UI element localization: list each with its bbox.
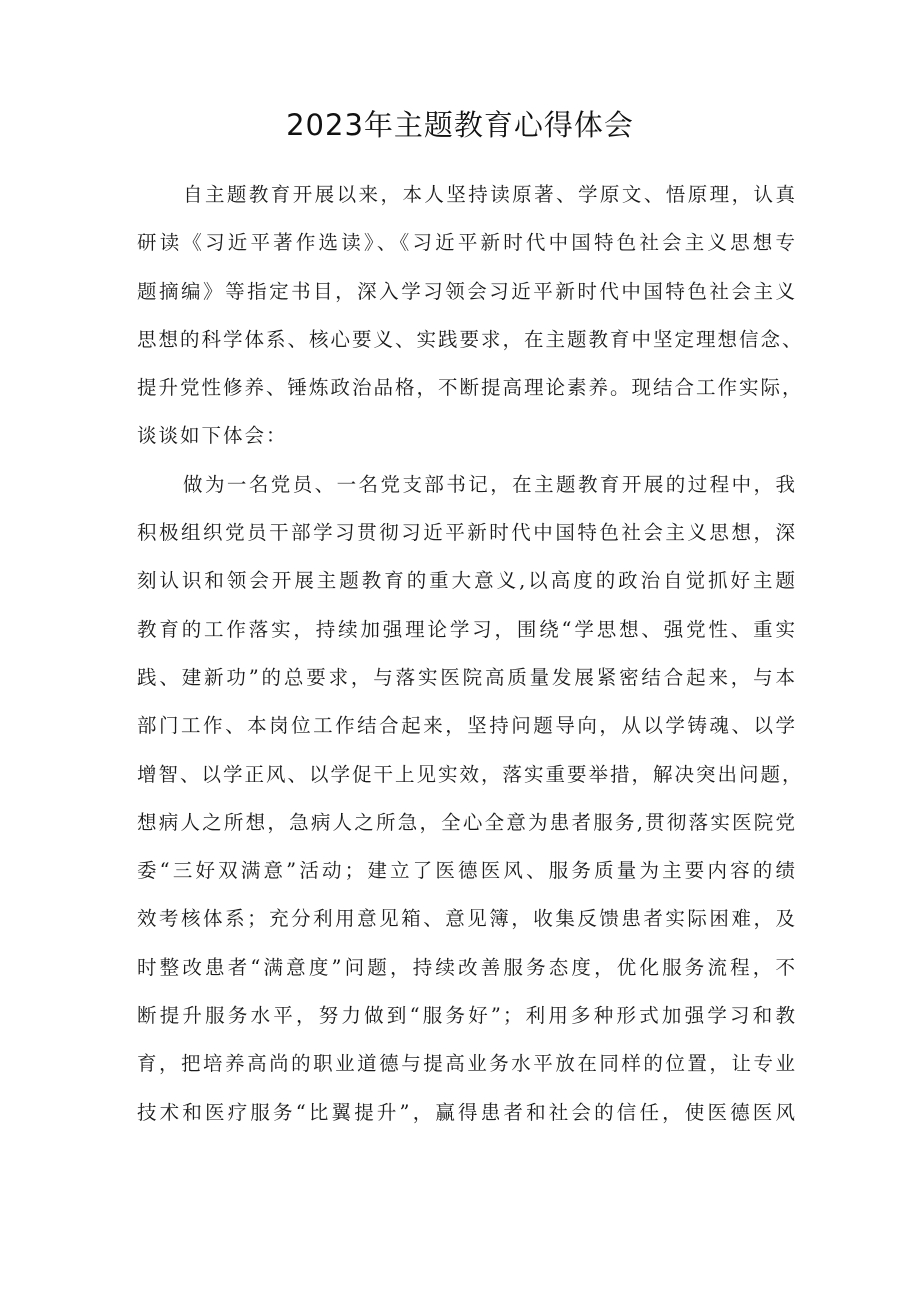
text-line: 育，把培养高尚的职业道德与提高业务水平放在同样的位置，让专业 bbox=[137, 1052, 797, 1076]
text-line: 提升党性修养、锤炼政治品格，不断提高理论素养。现结合工作实际， bbox=[137, 376, 804, 400]
text-line: 谈谈如下体会： bbox=[137, 424, 288, 448]
paragraph-intro bbox=[137, 171, 804, 461]
document-body bbox=[137, 171, 804, 1137]
text-line: 委“三好双满意”活动；建立了医德医风、服务质量为主要内容的绩 bbox=[137, 859, 797, 883]
text-line: 技术和医疗服务“比翼提升”，赢得患者和社会的信任，使医德医风 bbox=[137, 1100, 797, 1124]
text-line: 想病人之所想，急病人之所急，全心全意为患者服务,贯彻落实医院党 bbox=[137, 810, 797, 834]
text-line: 践、建新功”的总要求，与落实医院高质量发展紧密结合起来，与本 bbox=[137, 665, 797, 689]
paragraph-experience bbox=[137, 461, 804, 1137]
text-line: 题摘编》等指定书目，深入学习领会习近平新时代中国特色社会主义 bbox=[137, 279, 797, 303]
text-line: 时整改患者“满意度”问题，持续改善服务态度，优化服务流程，不 bbox=[137, 955, 797, 979]
text-line: 断提升服务水平，努力做到“服务好”；利用多种形式加强学习和教 bbox=[137, 1004, 797, 1028]
text-line: 教育的工作落实，持续加强理论学习，围绕“学思想、强党性、重实 bbox=[137, 617, 797, 641]
text-line: 部门工作、本岗位工作结合起来，坚持问题导向，从以学铸魂、以学 bbox=[137, 714, 797, 738]
text-line: 自主题教育开展以来，本人坚持读原著、学原文、悟原理，认真 bbox=[183, 183, 797, 206]
text-line: 增智、以学正风、以学促干上见实效，落实重要举措，解决突出问题， bbox=[137, 762, 804, 786]
text-line: 效考核体系；充分利用意见箱、意见簿，收集反馈患者实际困难，及 bbox=[137, 907, 797, 931]
text-line: 刻认识和领会开展主题教育的重大意义,以高度的政治自觉抓好主题 bbox=[137, 569, 797, 593]
text-line: 思想的科学体系、核心要义、实践要求，在主题教育中坚定理想信念、 bbox=[137, 327, 804, 351]
text-line: 研读《习近平著作选读》、《习近平新时代中国特色社会主义思想专 bbox=[137, 231, 797, 255]
text-line: 做为一名党员、一名党支部书记，在主题教育开展的过程中，我 bbox=[183, 472, 797, 496]
text-line: 积极组织党员干部学习贯彻习近平新时代中国特色社会主义思想，深 bbox=[137, 521, 797, 545]
document-title: 2023年主题教育心得体会 bbox=[286, 108, 634, 142]
